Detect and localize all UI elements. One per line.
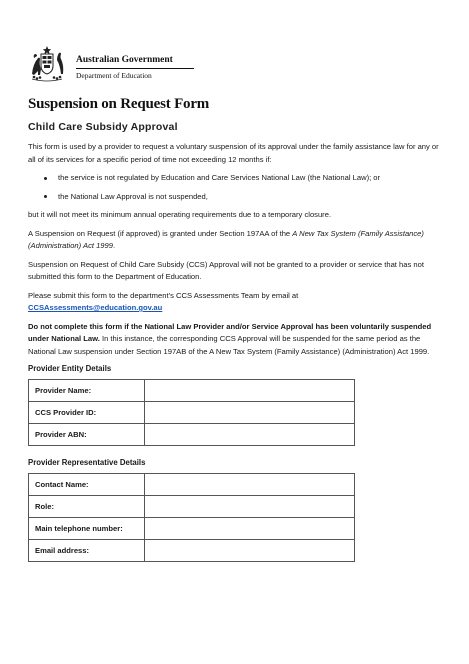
table-row [29, 380, 355, 402]
table-row [29, 518, 355, 540]
warning-paragraph [28, 321, 443, 359]
submit-paragraph [28, 290, 443, 315]
form-content [28, 96, 443, 574]
table-row [29, 402, 355, 424]
contact-name-field[interactable] [145, 474, 355, 496]
email-address-field[interactable] [145, 540, 355, 562]
header-divider [76, 68, 194, 69]
role-label: Role: [29, 496, 145, 518]
role-field[interactable] [145, 496, 355, 518]
main-telephone-label: Main telephone number: [29, 518, 145, 540]
table-row [29, 496, 355, 518]
page-title: Suspension on Request Form [28, 96, 210, 112]
provider-abn-label: Provider ABN: [29, 424, 145, 446]
table-row [29, 540, 355, 562]
conditions-list [28, 172, 443, 203]
table-row [29, 474, 355, 496]
ccs-provider-id-label: CCS Provider ID: [29, 402, 145, 424]
main-telephone-field[interactable] [145, 518, 355, 540]
warning-rest: In this instance, the corresponding CCS Approval will be suspended for the same period as the National Law suspension under Section 197AB of the A New Tax System (Family Assistance) (Administration) Act 1999. [28, 334, 430, 356]
not-granted-paragraph: Suspension on Request of Child Care Subsidy (CCS) Approval will not be granted to a provider or service that has not submitted this form to the Department of Education. [28, 259, 424, 281]
table-row [29, 424, 355, 446]
section-text: A Suspension on Request (if approved) is granted under Section 197AA of the [28, 228, 293, 238]
contact-name-label: Contact Name: [29, 474, 145, 496]
act-name: A New Tax System (Family Assistance) (Administration) Act 1999 [28, 228, 424, 250]
email-link[interactable]: CCSAssessments@education.gov.au [28, 303, 163, 312]
warning-bold: Do not complete this form if the National Law Provider and/or Service Approval has been voluntarily suspended under National Law. [28, 321, 432, 343]
submit-text: Please submit this form to the department’s CCS Assessments Team by email at [28, 290, 299, 300]
provider-name-field[interactable] [145, 380, 355, 402]
email-address-label: Email address: [29, 540, 145, 562]
provider-abn-field[interactable] [145, 424, 355, 446]
page-subtitle: Child Care Subsidy Approval [28, 121, 178, 133]
government-header [28, 44, 228, 84]
ccs-provider-id-field[interactable] [145, 402, 355, 424]
list-item: the National Law Approval is not suspended, [58, 191, 443, 204]
provider-rep-table [28, 473, 355, 562]
coat-of-arms-icon [28, 44, 66, 82]
section-end: . [112, 241, 116, 250]
government-name: Australian Government [76, 55, 173, 65]
provider-rep-heading: Provider Representative Details [28, 458, 146, 467]
provider-entity-heading: Provider Entity Details [28, 364, 112, 373]
section-paragraph [28, 228, 443, 253]
bullet-followup: but it will not meet its minimum annual operating requirements due to a temporary closure. [28, 210, 332, 219]
department-name: Department of Education [76, 71, 152, 80]
provider-name-label: Provider Name: [29, 380, 145, 402]
intro-paragraph: This form is used by a provider to request a voluntary suspension of its approval under the family assistance law for any or all of its services for a specific period of time not exceeding 12 months if: [28, 142, 439, 164]
list-item: the service is not regulated by Education and Care Services National Law (the National Law); or [58, 172, 443, 185]
provider-entity-table [28, 379, 355, 446]
